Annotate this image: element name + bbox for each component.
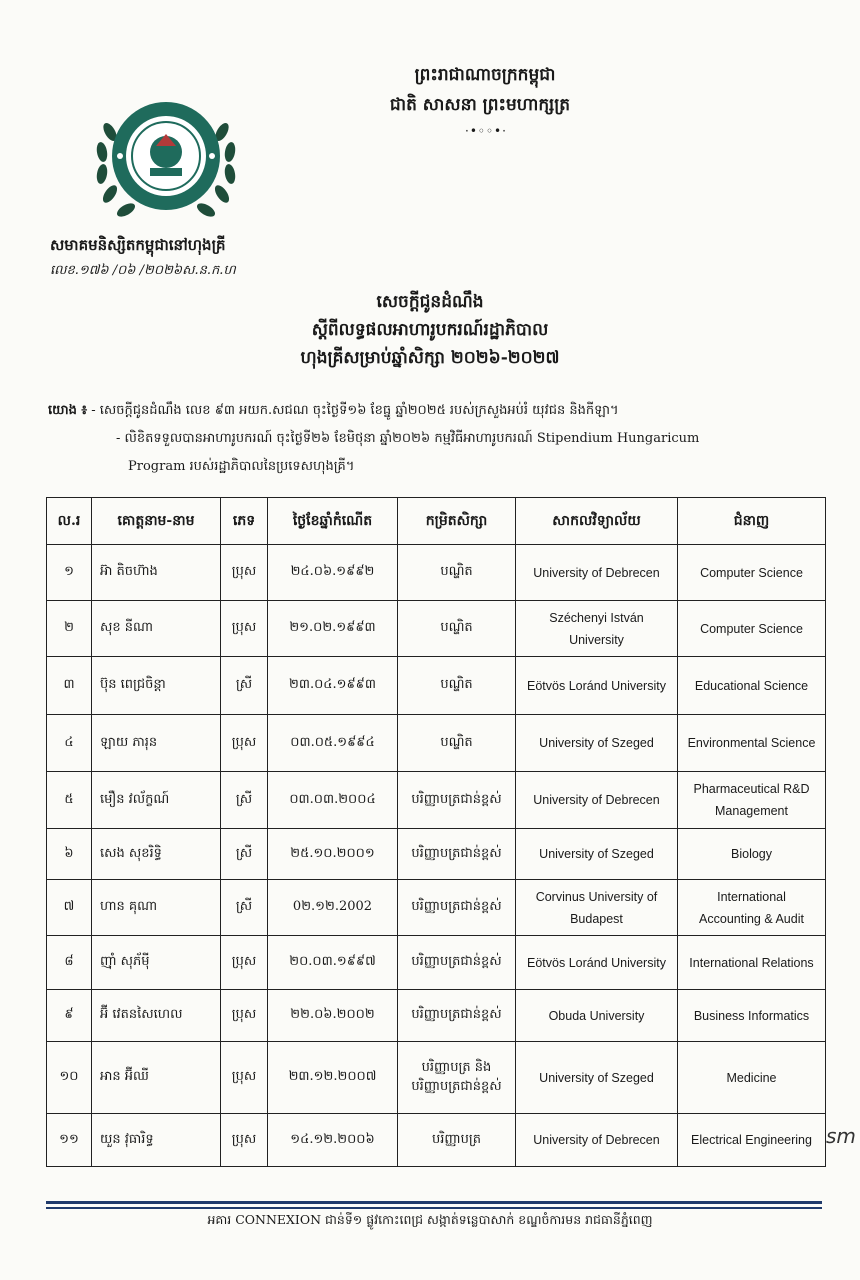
cell-name	[92, 880, 221, 936]
cell-university-line1: Eötvös Loránd University	[527, 678, 666, 693]
cell-university-line1: Obuda University	[548, 1008, 645, 1023]
cell-name-line1: អ៊ី វេតនសៃហេល	[100, 1007, 183, 1022]
cell-level	[398, 715, 516, 772]
cell-name	[92, 772, 221, 829]
cell-name	[92, 601, 221, 657]
cell-sex-line1: ប្រុស	[231, 564, 257, 579]
cell-level-line1: បណ្ឌិត	[440, 564, 473, 579]
notice-subtitle-1: ស្តីពីលទ្ធផលអាហារូបករណ៍រដ្ឋាភិបាល	[311, 320, 549, 340]
cell-name	[92, 1042, 221, 1114]
cell-major-line1: Computer Science	[700, 565, 803, 580]
cell-no	[47, 990, 92, 1042]
cell-university-line1: Széchenyi István	[549, 610, 644, 625]
cell-level	[398, 990, 516, 1042]
cell-sex	[221, 829, 268, 880]
cell-major-line1: Medicine	[726, 1070, 777, 1085]
cell-sex-line1: ប្រុស	[231, 1069, 257, 1084]
cell-major	[678, 1042, 826, 1114]
scholarship-results-table	[46, 497, 826, 1167]
notice-title: សេចក្តីជូនដំណឹង	[376, 292, 484, 312]
cell-level	[398, 772, 516, 829]
cell-level-line1: បរិញ្ញាបត្រ និង	[421, 1059, 492, 1075]
cell-university	[516, 601, 678, 657]
cell-university	[516, 880, 678, 936]
cell-university-line1: University of Debrecen	[533, 565, 660, 580]
cell-university	[516, 1114, 678, 1167]
cell-major-line1: International Relations	[689, 955, 814, 970]
cell-university	[516, 545, 678, 601]
cell-dob	[268, 990, 398, 1042]
cell-sex-line1: ប្រុស	[231, 734, 257, 750]
cell-dob-line1: ២៥.១០.២០០១	[290, 845, 375, 861]
cell-name-line1: សេង សុខរិទ្ធិ	[100, 845, 162, 861]
cell-name-line1: ញ៉ាំ សុភ័ម៉ី	[100, 954, 150, 969]
cell-university-line1: Corvinus University of	[535, 889, 658, 904]
table-row	[47, 1042, 826, 1114]
cell-major	[678, 657, 826, 715]
footer-rule	[46, 1201, 822, 1204]
cell-sex	[221, 657, 268, 715]
cell-dob-line1: 0២.១២.2002	[292, 899, 373, 914]
table-row	[47, 990, 826, 1042]
cell-level-line1: បរិញ្ញាបត្រជាន់ខ្ពស់	[411, 845, 502, 861]
cell-level	[398, 601, 516, 657]
cell-level-line1: បរិញ្ញាបត្រជាន់ខ្ពស់	[411, 899, 502, 914]
notice-title-block	[0, 288, 860, 372]
cell-major	[678, 601, 826, 657]
cell-level	[398, 545, 516, 601]
handwritten-signature: sm	[826, 1124, 856, 1148]
cell-sex	[221, 936, 268, 990]
cell-major-line1: Biology	[731, 847, 772, 861]
cell-university	[516, 990, 678, 1042]
cell-level	[398, 880, 516, 936]
cell-no	[47, 1042, 92, 1114]
table-row	[47, 657, 826, 715]
table-row	[47, 880, 826, 936]
cell-major	[678, 715, 826, 772]
cell-dob	[268, 880, 398, 936]
cell-name	[92, 715, 221, 772]
association-name: សមាគមនិស្សិតកម្ពុជានៅហុងគ្រី	[50, 236, 226, 254]
cell-name	[92, 657, 221, 715]
cell-dob-line1: ១៤.១២.២០០៦	[290, 1131, 375, 1147]
footer-rule-thin	[46, 1207, 822, 1209]
cell-major-line1: Environmental Science	[687, 736, 816, 750]
cell-major-line1: International	[717, 889, 786, 904]
reference-item-2: - លិខិតទទួលបានអាហារូបករណ៍ ចុះថ្ងៃទី២៦ ខែមិថុនា ឆ្នាំ២០២៦ កម្មវិធីអាហារូបករណ៍ Stipendium Hungaricum	[116, 431, 700, 446]
cell-major-line2: Accounting & Audit	[699, 911, 804, 926]
cell-dob	[268, 1042, 398, 1114]
cell-no-line1: ៥	[64, 791, 74, 807]
cell-dob	[268, 657, 398, 715]
cell-sex-line1: ស្រី	[235, 899, 253, 914]
cell-university-line1: University of Debrecen	[533, 1133, 660, 1147]
cell-no	[47, 829, 92, 880]
cell-level-line1: បណ្ឌិត	[440, 734, 473, 750]
table-row	[47, 715, 826, 772]
cell-dob-line1: ០៣.០៥.១៩៩៤	[290, 734, 375, 750]
cell-major-line1: Pharmaceutical R&D	[693, 782, 810, 796]
cell-university	[516, 715, 678, 772]
cell-dob-line1: ០៣.០៣.២០០៤	[289, 791, 376, 807]
cell-no-line1: ២	[64, 620, 74, 635]
cell-sex-line1: ប្រុស	[231, 1131, 257, 1147]
cell-name-line1: អ៊ា តិចហ៊ាង	[100, 564, 158, 579]
cell-name-line1: សុខ នីណា	[100, 620, 154, 635]
cell-no	[47, 936, 92, 990]
cell-no	[47, 772, 92, 829]
cell-dob-line1: ២៣.១២.២០០៧	[288, 1069, 377, 1084]
cell-sex	[221, 1042, 268, 1114]
cell-no	[47, 545, 92, 601]
kingdom-motto-line1: ព្រះរាជាណាចក្រកម្ពុជា	[414, 65, 556, 85]
cell-name-line1: ឡាយ ភារុន	[100, 734, 158, 750]
cell-name-line1: អាន អ៊ីឈី	[100, 1069, 149, 1084]
association-seal-logo	[92, 92, 240, 232]
cell-no-line1: ៧	[63, 899, 75, 914]
cell-name	[92, 545, 221, 601]
cell-university	[516, 657, 678, 715]
cell-no-line1: ៤	[64, 734, 74, 750]
cell-major	[678, 829, 826, 880]
references-label: យោង ៖	[48, 403, 88, 418]
cell-major	[678, 1114, 826, 1167]
cell-sex-line1: ប្រុស	[231, 620, 257, 635]
cell-name	[92, 936, 221, 990]
cell-no	[47, 601, 92, 657]
cell-university-line1: University of Debrecen	[533, 793, 660, 807]
cell-level-line1: បរិញ្ញាបត្រ	[431, 1131, 481, 1147]
header-sex: ភេទ	[221, 498, 268, 545]
cell-dob-line1: ២៣.០៤.១៩៩៣	[289, 677, 376, 692]
cell-no-line1: ១០	[59, 1069, 79, 1084]
cell-name	[92, 990, 221, 1042]
cell-major	[678, 936, 826, 990]
cell-sex	[221, 715, 268, 772]
cell-major-line1: Computer Science	[700, 621, 803, 636]
cell-name-line1: មឿន វល័ក្ខណ៍	[100, 791, 170, 807]
cell-no	[47, 715, 92, 772]
footer-address: អគារ CONNEXION ជាន់ទី១ ផ្លូវកោះពេជ្រ សង្កាត់ទន្លេបាសាក់ ខណ្ឌចំការមន រាជធានីភ្នំពេញ	[207, 1212, 653, 1227]
cell-sex	[221, 880, 268, 936]
cell-university-line1: University of Szeged	[539, 736, 654, 750]
cell-level	[398, 1114, 516, 1167]
cell-name-line1: ហាន គុណា	[100, 899, 158, 914]
cell-level	[398, 1042, 516, 1114]
cell-major	[678, 772, 826, 829]
cell-sex-line1: ស្រី	[235, 791, 253, 807]
reference-number: លេខ.១៧៦ /០៦ /២០២៦ស.ន.ក.ហ	[50, 263, 236, 278]
cell-level	[398, 657, 516, 715]
cell-major-line1: Electrical Engineering	[691, 1133, 812, 1147]
table-row	[47, 545, 826, 601]
table-row	[47, 772, 826, 829]
header-level: កម្រិតសិក្សា	[398, 498, 516, 545]
cell-university-line2: University	[569, 632, 624, 647]
cell-level-line1: បណ្ឌិត	[440, 677, 473, 692]
cell-no-line1: ១	[64, 564, 74, 579]
cell-no-line1: ១១	[59, 1131, 79, 1147]
table-header-row	[47, 498, 826, 545]
cell-major	[678, 990, 826, 1042]
table-row	[47, 601, 826, 657]
cell-university-line1: Eötvös Loránd University	[527, 955, 666, 970]
cell-sex	[221, 990, 268, 1042]
cell-sex-line1: ប្រុស	[231, 954, 257, 969]
cell-major	[678, 545, 826, 601]
cell-no-line1: ៨	[64, 954, 74, 969]
cell-major-line1: Business Informatics	[693, 1008, 810, 1023]
cell-university-line2: Budapest	[570, 911, 623, 926]
reference-item-2-cont: Program របស់រដ្ឋាភិបាលនៃប្រទេសហុងគ្រី។	[128, 459, 355, 474]
cell-no	[47, 1114, 92, 1167]
cell-dob	[268, 772, 398, 829]
notice-subtitle-2: ហុងគ្រីសម្រាប់ឆ្នាំសិក្សា ២០២៦-២០២៧	[300, 348, 560, 368]
header-university: សាកលវិទ្យាល័យ	[516, 498, 678, 545]
cell-no	[47, 880, 92, 936]
cell-sex	[221, 772, 268, 829]
header-name: គោត្តនាម-នាម	[92, 498, 221, 545]
cell-sex-line1: ស្រី	[235, 677, 253, 692]
cell-major-line2: Management	[715, 804, 788, 818]
cell-university-line1: University of Szeged	[539, 1070, 654, 1085]
cell-sex	[221, 1114, 268, 1167]
table-row	[47, 936, 826, 990]
cell-name-line1: យួន វុធារិទ្ធ	[100, 1131, 154, 1147]
cell-level	[398, 829, 516, 880]
cell-university	[516, 1042, 678, 1114]
cell-major-line1: Educational Science	[694, 678, 809, 693]
cell-university-line1: University of Szeged	[539, 847, 654, 861]
header-major: ជំនាញ	[678, 498, 826, 545]
cell-name	[92, 829, 221, 880]
cell-no-line1: ៩	[64, 1007, 74, 1022]
cell-university	[516, 829, 678, 880]
cell-level-line2: បរិញ្ញាបត្រជាន់ខ្ពស់	[411, 1078, 502, 1094]
cell-dob	[268, 829, 398, 880]
cell-name	[92, 1114, 221, 1167]
cell-level-line1: បរិញ្ញាបត្រជាន់ខ្ពស់	[411, 791, 502, 807]
cell-major	[678, 880, 826, 936]
table-row	[47, 1114, 826, 1167]
cell-dob-line1: ២០.០៣.១៩៩៧	[289, 954, 376, 969]
cell-sex	[221, 601, 268, 657]
cell-sex-line1: ប្រុស	[231, 1007, 257, 1022]
header-ornament: ·•◦◦•·	[465, 124, 507, 138]
cell-no	[47, 657, 92, 715]
cell-university	[516, 772, 678, 829]
cell-university	[516, 936, 678, 990]
header-no: ល.រ	[47, 498, 92, 545]
cell-no-line1: ៦	[64, 845, 74, 861]
cell-dob	[268, 601, 398, 657]
cell-dob	[268, 545, 398, 601]
cell-dob-line1: ២២.០៦.២០០២	[290, 1007, 375, 1022]
cell-dob-line1: ២១.០២.១៩៩៣	[289, 620, 376, 635]
cell-dob	[268, 715, 398, 772]
cell-name-line1: ប៊ុន ពេជ្រចិន្តា	[100, 677, 166, 692]
references-block	[48, 398, 828, 474]
cell-sex-line1: ស្រី	[235, 845, 253, 861]
cell-level-line1: បណ្ឌិត	[440, 620, 473, 635]
cell-dob	[268, 1114, 398, 1167]
cell-level-line1: បរិញ្ញាបត្រជាន់ខ្ពស់	[411, 1007, 502, 1022]
cell-dob-line1: ២៤.០៦.១៩៩២	[290, 564, 375, 579]
reference-item-1: - សេចក្តីជូនដំណឹង លេខ ៩៣ អយក.សជណ ចុះថ្ងៃទី១៦ ខែធ្នូ ឆ្នាំ២០២៥ របស់ក្រសួងអប់រំ យុវជន និងកីឡា។	[91, 403, 619, 418]
kingdom-motto-line2: ជាតិ សាសនា ព្រះមហាក្សត្រ	[389, 95, 571, 115]
cell-no-line1: ៣	[63, 677, 75, 692]
cell-level-line1: បរិញ្ញាបត្រជាន់ខ្ពស់	[411, 954, 502, 969]
table-row	[47, 829, 826, 880]
header-dob: ថ្ងៃខែឆ្នាំកំណើត	[268, 498, 398, 545]
cell-level	[398, 936, 516, 990]
cell-dob	[268, 936, 398, 990]
cell-sex	[221, 545, 268, 601]
